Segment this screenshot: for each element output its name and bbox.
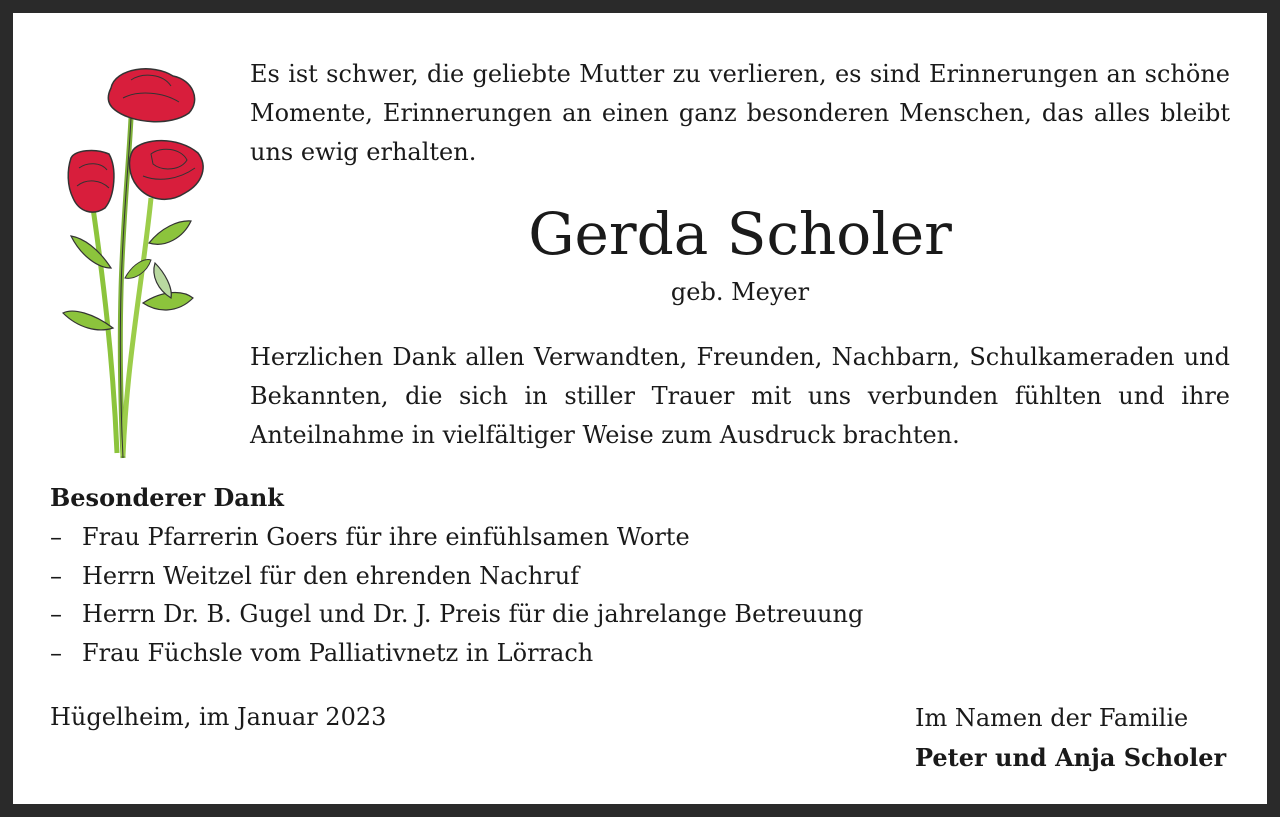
dash-bullet: – (50, 561, 62, 590)
obituary-card (13, 13, 1267, 804)
signature-line: Im Namen der Familie (915, 704, 1189, 732)
list-item-text: Herrn Weitzel für den ehrenden Nachruf (82, 561, 580, 590)
list-item (50, 634, 863, 673)
signature-names: Peter und Anja Scholer (915, 743, 1227, 772)
thanks-text: Herzlichen Dank allen Verwandten, Freunden, Nachbarn, Schulkameraden und Bekannten, die sich in stiller Trauer mit uns verbunden fühlten und ihre Anteilnahme in vielfältiger Weise zum Ausdruck brachten. (250, 343, 1230, 449)
list-item (50, 595, 863, 634)
list-item-text: Frau Pfarrerin Goers für ihre einfühlsamen Worte (82, 523, 690, 551)
maiden-name: geb. Meyer (670, 278, 810, 306)
list-item (50, 518, 863, 557)
special-thanks-title: Besonderer Dank (50, 483, 284, 512)
list-item (50, 557, 863, 596)
dash-bullet: – (50, 523, 62, 551)
deceased-name: Gerda Scholer (528, 200, 952, 268)
list-item-text: Herrn Dr. B. Gugel und Dr. J. Preis für die jahrelange Betreuung (82, 600, 864, 628)
dash-bullet: – (50, 638, 62, 667)
special-thanks-list (50, 518, 863, 672)
place-date: Hügelheim, im Januar 2023 (50, 703, 387, 731)
intro-text: Es ist schwer, die geliebte Mutter zu verlieren, es sind Erinnerungen an schöne Momente, Erinnerungen an einen ganz besonderen Menschen, das alles bleibt uns ewig erhalten. (250, 60, 1230, 166)
roses-illustration (53, 58, 213, 463)
dash-bullet: – (50, 600, 62, 628)
signature (915, 699, 1226, 777)
list-item-text: Frau Füchsle vom Palliativnetz in Lörrach (82, 638, 594, 667)
